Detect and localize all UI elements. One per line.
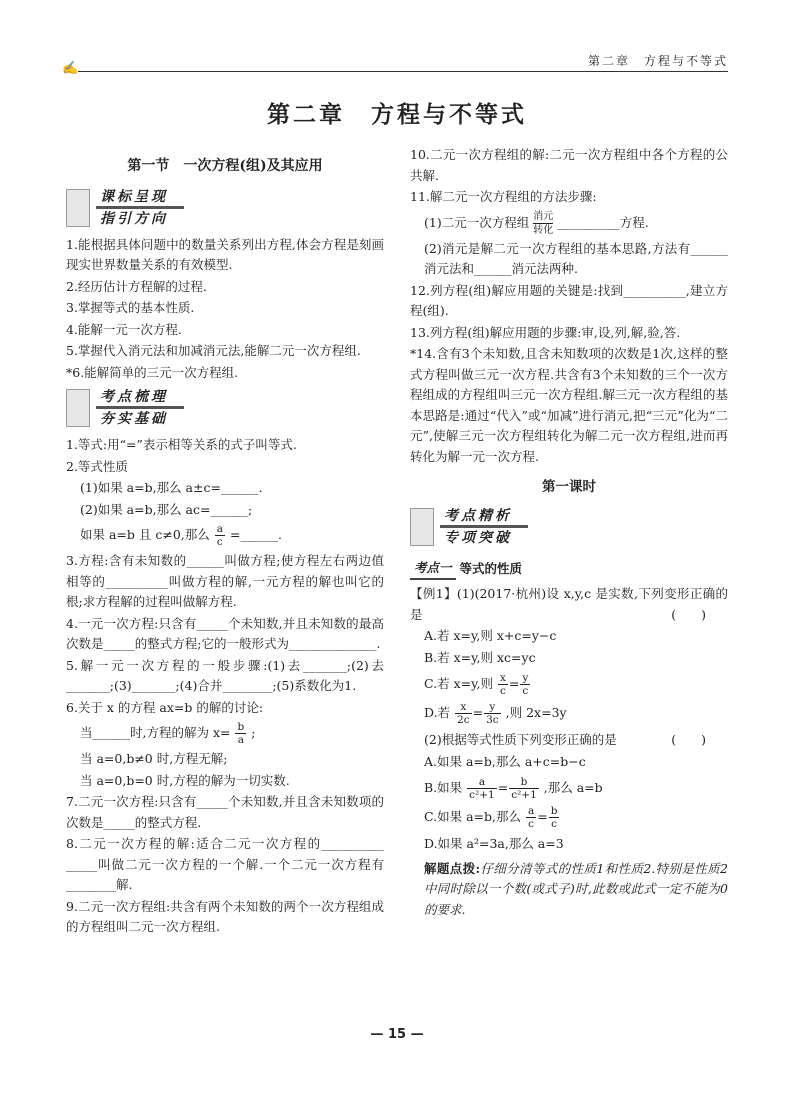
numerator: a [467,776,497,789]
fraction [467,776,497,801]
curriculum-item: *6.能解简单的三元一次方程组. [66,364,239,380]
review-subitem: (2)如果 a=b,那么 ac=______; [80,501,253,517]
option-c: C.若 x=y,则 $\frac{x}{c}$ = $\frac{y}{c}$ [424,672,529,697]
kaodian-heading [410,558,728,581]
text: ,则 2x=3y [505,705,567,720]
text: C.如果 a=b,那么 [424,809,521,824]
curriculum-item: 4.能解一元一次方程. [66,321,182,337]
option-a: A.如果 a=b,那么 a+c=b−c [424,753,586,769]
curriculum-item: 3.掌握等式的基本性质. [66,300,195,315]
kaodian-mark: 考点一 [410,558,456,581]
numerator: b [509,776,539,789]
denominator: 2c [457,714,470,726]
text: ; [251,725,256,740]
review-subitem: (2)消元是解二元一次方程组的基本思路,方法有______消元法和______消元法两种. [424,240,728,276]
right-column [410,145,728,921]
banner-line2: 指引方向 [100,210,168,227]
review-item: 13.列方程(组)解应用题的步骤:审,设,列,解,验,答. [410,324,681,340]
fraction [498,672,508,697]
fraction [526,805,536,830]
example-stem [410,584,728,625]
option-b: B.若 x=y,则 xc=yc [424,649,536,665]
fraction [455,701,472,726]
option-d: D.若 $\frac{x}{2c}$ = $\frac{y}{3c}$ ,则 2x=3y [424,701,567,726]
header-rule [78,71,728,72]
denominator: c [522,685,529,697]
denominator: c [551,818,558,830]
page-number: — 15 — [370,1027,424,1042]
tip-text: 仔细分清等式的性质1和性质2.特别是性质2中同时除以一个数(或式子)时,此数或此式一定不能为0的要求. [424,860,728,917]
text: C.若 x=y,则 [424,676,493,691]
option-c: C.如果 a=b,那么 $\frac{a}{c}$ = $\frac{b}{c}$ [424,805,558,830]
lesson-title: 第一课时 [542,479,596,495]
review-item: 2.等式性质 [66,458,128,474]
banner-analysis [410,506,728,552]
denominator: a [237,734,244,746]
review-item: 4.一元一次方程:只含有_____个未知数,并且未知数的最高次数是_____的整式方程;它的一般形式为______________. [66,615,384,651]
reader-illustration-icon [410,508,434,546]
arrow-label-top: 消元 [533,210,554,222]
curriculum-item: 5.掌握代入消元法和加减消元法,能解二元一次方程组. [66,343,361,358]
review-item: 3.方程:含有未知数的______叫做方程;使方程左右两边值相等的__________叫做方程的解,一元方程的解也叫它的根;求方程解的过程叫做解方程. [66,553,384,609]
banner-line1: 考点精析 [444,507,512,524]
banner-line1: 考点梳理 [100,389,168,405]
text: (1)二元一次方程组 [424,214,530,230]
student-illustration-icon [66,389,90,427]
denominator: c²+1 [469,789,495,801]
teacher-illustration-icon [66,189,90,227]
fraction [215,523,225,548]
banner-line1: 课标呈现 [100,188,168,205]
fraction [235,721,246,746]
curriculum-item: 2.经历估计方程解的过程. [66,278,207,294]
denominator: c [216,536,223,548]
answer-bracket: ( ) [671,606,706,622]
review-item: 12.列方程(组)解应用题的关键是:找到__________,建立方程(组). [410,282,728,318]
banner-line2: 专项突破 [444,529,512,546]
review-item: 7.二元一次方程:只含有_____个未知数,并且含未知数项的次数是_____的整式方程. [66,794,384,830]
fraction [484,701,501,726]
example-stem-2 [410,730,728,751]
text: (2)根据等式性质下列变形正确的是 [424,732,617,747]
numerator: x [455,701,472,714]
fraction [549,805,560,830]
running-header: 第二章 方程与不等式 [587,54,728,68]
text: 如果 a=b 且 c≠0,那么 [80,527,210,542]
numerator: b [237,721,245,733]
kaodian-title: 等式的性质 [459,560,523,576]
text: =______. [229,527,282,542]
chapter-title: 第二章 方程与不等式 [267,101,527,128]
denominator: 3c [486,714,499,726]
banner-curriculum [66,187,384,233]
curriculum-item: 1.能根据具体问题中的数量关系列出方程,体会方程是刻画现实世界数量关系的有效模型. [66,236,384,272]
review-item: 10.二元一次方程组的解:二元一次方程组中各个方程的公共解. [410,147,728,183]
tip-label: 解题点拨: [424,860,481,876]
option-b: B.如果 $\frac{a}{\text{c²+1}}$ = $\frac{b}{\text{c²+1}}$ ,那么 a=b [424,776,603,801]
pen-icon: ✍ [62,61,79,76]
answer-bracket: ( ) [671,732,706,747]
banner-line2: 夯实基础 [100,411,168,427]
review-item: 8.二元一次方程的解:适合二元一次方程的__________ _____叫做二元一次方程的一个解.一个二元一次方程有________解. [66,836,384,892]
text: D.若 [424,705,451,720]
review-subitem: 当 a=0,b≠0 时,方程无解; [80,751,228,766]
option-a: A.若 x=y,则 x+c=y−c [424,628,557,643]
numerator: x [499,672,506,684]
review-subitem-fraction [66,523,384,548]
text: 当______时,方程的解为 x= [80,725,231,740]
denominator: c [499,685,506,697]
tip-paragraph [410,859,728,921]
review-item: 11.解二元一次方程组的方法步骤: [410,189,597,204]
arrow-line [533,223,553,224]
option-d: D.如果 a²=3a,那么 a=3 [424,836,564,851]
transform-arrow [533,211,553,236]
numerator: a [527,805,535,817]
banner-review [66,387,384,433]
denominator: c²+1 [511,789,537,801]
review-item: 5.解一元一次方程的一般步骤:(1)去_______;(2)去_______;(3)_______;(4)合并________;(5)系数化为1. [66,657,384,693]
review-subitem: (1)如果 a=b,那么 a±c=______. [80,480,263,495]
denominator: c [528,818,535,830]
arrow-label-bottom: 转化 [533,224,554,236]
text: 【例1】(1)(2017·杭州)设 x,y,c 是实数,下列变形正确的是 [410,586,728,622]
text: __________方程. [557,214,649,230]
left-column [66,150,384,939]
numerator: y [522,672,529,684]
numerator: b [550,805,558,817]
review-item: *14.含有3个未知数,且含未知数项的次数是1次,这样的整式方程叫做三元一次方程.共含有3个未知数的三个一次方程组成的方程组叫三元一次方程组.解三元一次方程组的基本思路是:通过“代入”或“加减”进行消元,把“三元”化为“二元”,使解三元一次方程组转化为解二元一次方程组,进而再转化为解一元一次方程. [410,346,728,464]
numerator: a [216,523,223,535]
review-subitem: 当 a=0,b=0 时,方程的解为一切实数. [80,772,290,788]
review-item: 1.等式:用“=”表示相等关系的式子叫等式. [66,437,297,452]
numerator: y [484,701,501,714]
text: ,那么 a=b [543,780,603,795]
text: B.如果 [424,780,463,795]
section-title: 第一节 一次方程(组)及其应用 [127,158,323,174]
review-item: 6.关于 x 的方程 ax=b 的解的讨论: [66,699,264,715]
fraction [520,672,530,697]
review-subitem-fraction [66,721,384,746]
review-item: 9.二元一次方程组:共含有两个未知数的两个一次方程组成的方程组叫二元一次方程组. [66,898,384,934]
fraction [509,776,539,801]
review-subitem-arrow [410,211,728,236]
